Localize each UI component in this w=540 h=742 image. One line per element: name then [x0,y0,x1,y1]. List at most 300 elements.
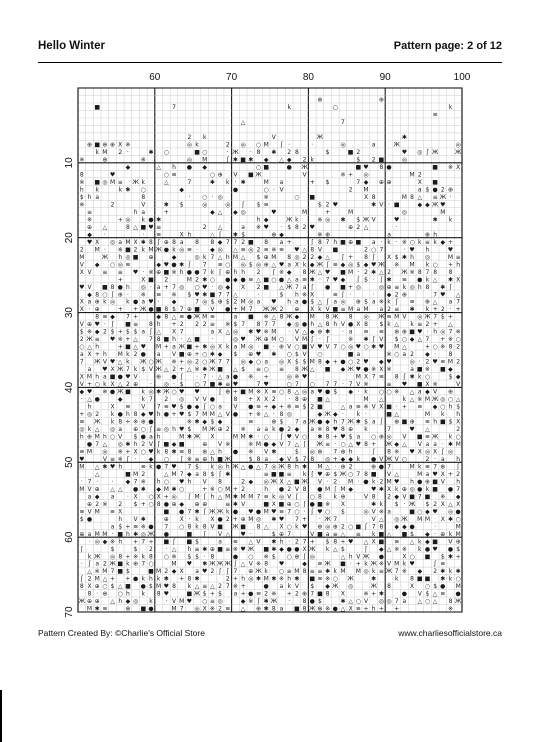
stitch-symbol: M [209,411,215,419]
stitch-symbol: + [424,343,430,351]
stitch-symbol: ✱ [271,448,277,456]
stitch-symbol: Ж [332,313,339,321]
stitch-symbol: ≡ [87,208,93,216]
stitch-symbol: ✱ [309,276,315,284]
stitch-symbol: k [141,590,146,598]
stitch-symbol: ⊕ [317,328,323,336]
stitch-symbol: ◎ [79,425,85,433]
stitch-symbol: ⊕ [263,336,269,344]
stitch-symbol: ○ [202,358,208,366]
stitch-symbol: X [171,328,177,336]
stitch-symbol: h [118,515,123,523]
stitch-symbol: a [417,388,422,396]
stitch-symbol: ■ [240,523,246,531]
stitch-symbol: + [240,583,246,591]
stitch-symbol: ※ [417,396,423,404]
stitch-symbol: ◎ [363,568,369,576]
stitch-symbol: M [386,478,392,486]
stitch-symbol: a [172,343,176,351]
stitch-symbol: V [102,455,107,463]
stitch-symbol: M [348,268,354,276]
stitch-symbol: · [126,149,129,157]
stitch-symbol: △ [117,358,123,366]
stitch-symbol: a [118,238,123,246]
stitch-symbol: 2 [225,425,230,433]
stitch-symbol: a [218,403,222,411]
stitch-symbol: M [202,156,208,164]
stitch-symbol: 7 [149,336,153,344]
stitch-symbol: ○ [179,523,185,531]
stitch-symbol: X [79,298,84,306]
stitch-symbol: ※ [447,163,453,171]
stitch-symbol: ♥ [232,381,239,389]
stitch-symbol: 7 [256,493,261,501]
stitch-symbol: ✱ [378,590,384,598]
website-link[interactable]: www.charliesofficialstore.ca [398,628,502,638]
stitch-symbol: X [310,306,315,314]
stitch-symbol: h [294,291,299,299]
stitch-symbol: 8 [126,223,130,231]
stitch-symbol: + [125,336,131,344]
stitch-symbol: V [294,583,299,591]
stitch-symbol: Ж [285,216,293,224]
stitch-symbol: · [341,411,344,419]
stitch-symbol: ■ [378,530,385,538]
stitch-symbol: ⊕ [317,448,323,456]
stitch-symbol: · [272,411,275,419]
stitch-symbol: h [118,463,123,471]
stitch-symbol: ◎ [348,261,354,269]
stitch-symbol: h [333,238,338,246]
stitch-symbol: V [379,336,384,344]
stitch-symbol: Ж [401,515,408,523]
stitch-symbol: ● [348,321,354,329]
stitch-symbol: M [94,508,100,516]
stitch-symbol: 2 [425,455,430,463]
stitch-symbol: · [257,291,260,299]
stitch-symbol: Ж [93,358,101,366]
stitch-symbol: k [418,545,422,553]
stitch-symbol: M [447,358,454,366]
scan-edge-mark [0,690,2,742]
stitch-symbol: 7 [302,455,307,463]
stitch-symbol: M [348,208,354,216]
stitch-symbol: ʃ [111,321,114,329]
stitch-symbol: △ [263,523,269,531]
stitch-symbol: ○ [294,343,300,351]
stitch-symbol: + [125,448,131,456]
stitch-symbol: ≡ [194,545,200,553]
stitch-symbol: ○ [202,598,208,606]
stitch-symbol: ○ [440,403,446,411]
stitch-symbol: $ [233,351,238,359]
stitch-symbol: ○ [371,246,377,254]
stitch-symbol: ■ [401,530,408,538]
stitch-symbol: M [240,343,246,351]
stitch-symbol: ✱ [232,156,238,164]
stitch-symbol: △ [156,163,161,171]
stitch-symbol: + [87,381,93,389]
stitch-symbol: △ [448,500,453,508]
stitch-symbol: k [226,178,230,186]
stitch-symbol: Ж [431,433,439,441]
stitch-symbol: · [418,358,421,366]
stitch-symbol: △ [240,253,246,261]
stitch-symbol: △ [340,403,346,411]
stitch-symbol: ● [179,508,185,516]
stitch-symbol: V [118,433,123,441]
stitch-symbol: ● [294,545,300,553]
stitch-symbol: + [140,500,146,508]
stitch-symbol: ⊕ [355,298,361,306]
stitch-symbol: ⊕ [79,530,85,538]
column-label: 60 [149,72,161,83]
stitch-symbol: a [87,493,92,501]
stitch-symbol: 7 [287,530,292,538]
stitch-symbol: ○ [179,485,185,493]
stitch-symbol: a [218,538,222,546]
stitch-symbol: ● [447,485,454,493]
stitch-symbol: △ [156,328,161,336]
stitch-symbol: 2 [202,223,207,231]
stitch-symbol: V [317,478,322,486]
stitch-symbol: 8 [264,560,269,568]
stitch-symbol: ● [301,321,308,329]
stitch-symbol: 2 [164,568,169,576]
stitch-symbol: ≡ [125,403,131,411]
stitch-symbol: △ [187,336,192,344]
stitch-symbol: 8 [294,396,299,404]
stitch-symbol: · [311,141,314,149]
stitch-symbol: ♥ [79,283,85,291]
stitch-symbol: △ [117,381,123,389]
stitch-symbol: ○ [140,448,146,456]
stitch-symbol: a [356,351,361,359]
stitch-symbol: ⊕ [348,425,354,433]
stitch-symbol: ✱ [447,553,453,561]
stitch-symbol: ◆ [156,261,161,269]
stitch-symbol: V [379,201,384,209]
stitch-symbol: ● [148,216,154,224]
stitch-symbol: ● [186,268,192,276]
stitch-symbol: k [141,246,146,254]
stitch-symbol: 2 [287,425,292,433]
stitch-symbol: ʃ [357,276,360,284]
stitch-symbol: 7 [149,396,153,404]
stitch-symbol: ʃ [88,560,91,568]
stitch-symbol: ■ [194,336,200,344]
stitch-symbol: 7 [241,321,246,329]
stitch-symbol: ● [140,583,146,591]
stitch-symbol: 7 [294,418,299,426]
stitch-symbol: ● [455,590,461,598]
stitch-symbol: △ [325,396,330,404]
stitch-symbol: ≡ [102,605,108,613]
stitch-symbol: h [126,590,130,598]
stitch-symbol: a [310,425,315,433]
stitch-symbol: ■ [294,478,300,486]
stitch-symbol: 8 [202,523,207,531]
stitch-symbol: ʃ [180,373,183,381]
stitch-symbol: 7 [425,268,430,276]
stitch-symbol: △ [348,598,353,606]
stitch-symbol: + [340,538,346,546]
stitch-symbol: 7 [341,119,345,127]
stitch-symbol: ■ [163,538,170,546]
stitch-symbol: · [341,328,344,336]
stitch-symbol: h [218,448,222,456]
stitch-symbol: ◎ [209,343,216,351]
stitch-symbol: ○ [263,186,269,194]
stitch-symbol: 2 [210,568,215,576]
stitch-symbol: ◆ [417,568,423,576]
stitch-symbol: △ [256,276,261,284]
stitch-symbol: ≡ [179,313,185,321]
stitch-symbol: ʃ [403,373,406,381]
stitch-symbol: V [363,598,369,606]
stitch-symbol: ※ [140,478,146,486]
stitch-symbol: ʃ [326,261,329,269]
stitch-symbol: + [179,366,185,374]
stitch-symbol: ◎ [109,238,116,246]
stitch-symbol: k [287,104,291,112]
stitch-symbol: · [188,515,191,523]
stitch-symbol: Ж [316,440,324,448]
stitch-symbol: $ [294,351,299,359]
stitch-symbol: $ [202,590,207,598]
stitch-symbol: ○ [278,568,285,576]
stitch-symbol: △ [302,328,307,336]
stitch-symbol: ♥ [186,598,193,606]
stitch-symbol: ≡ [432,193,438,201]
stitch-symbol: △ [402,440,407,448]
stitch-symbol: ♥ [278,261,285,269]
stitch-symbol: $ [118,523,123,531]
stitch-symbol: · [403,216,406,224]
stitch-symbol: ◆ [87,291,92,299]
stitch-symbol: ■ [163,440,170,448]
stitch-symbol: a [402,598,407,606]
stitch-symbol: ◎ [248,343,254,351]
stitch-symbol: ● [194,268,200,276]
stitch-symbol: ※ [87,216,93,224]
stitch-symbol: △ [164,366,169,374]
stitch-symbol: ◎ [363,508,369,516]
stitch-symbol: ♥ [178,388,185,396]
stitch-symbol: + [371,440,377,448]
stitch-symbol: M [340,485,346,493]
stitch-symbol: ○ [394,351,400,359]
stitch-symbol: ■ [163,268,170,276]
stitch-symbol: M [133,470,139,478]
stitch-symbol: ○ [163,455,169,463]
stitch-symbol: ✱ [194,508,200,516]
stitch-symbol: △ [279,156,284,164]
stitch-symbol: ◎ [440,328,446,336]
stitch-symbol: ■ [340,283,346,291]
stitch-symbol: + [455,553,461,561]
stitch-symbol: 7 [417,493,422,501]
stitch-symbol: 7 [187,178,192,186]
stitch-symbol: 7 [287,440,292,448]
stitch-symbol: · [142,231,145,239]
stitch-symbol: 7 [433,463,438,471]
stitch-symbol: ○ [102,291,108,299]
stitch-symbol: ✱ [325,328,331,336]
stitch-symbol: ◆ [325,583,330,591]
stitch-symbol: a [302,418,307,426]
stitch-symbol: ■ [109,373,116,381]
stitch-symbol: V [79,261,84,269]
stitch-symbol: · [449,306,452,314]
stitch-symbol: 2 [172,366,176,374]
stitch-symbol: 8 [302,605,307,613]
stitch-symbol: ♥ [409,246,415,254]
stitch-symbol: ✱ [140,238,146,246]
stitch-symbol: ※ [286,403,292,411]
stitch-symbol: ✱ [409,373,415,381]
stitch-symbol: △ [87,568,92,576]
stitch-symbol: ♥ [440,291,446,299]
stitch-symbol: ◆ [117,396,123,404]
stitch-symbol: + [309,538,315,546]
stitch-symbol: ◆ [386,291,392,299]
stitch-symbol: △ [394,411,400,419]
stitch-symbol: X [440,500,445,508]
stitch-symbol: 2 [225,141,230,149]
stitch-symbol: Ж [431,396,439,404]
stitch-symbol: ≡ [263,246,269,254]
stitch-symbol: M [86,373,93,381]
stitch-symbol: M [248,493,254,501]
stitch-symbol: · [372,291,375,299]
stitch-symbol: k [95,186,99,194]
stitch-symbol: 8 [371,193,376,201]
stitch-symbol: ≡ [110,455,116,463]
stitch-symbol: M [409,463,415,471]
stitch-symbol: $ [425,590,430,598]
stitch-symbol: ◎ [232,328,239,336]
stitch-symbol: ● [163,500,169,508]
stitch-symbol: Ж [270,306,278,314]
stitch-symbol: V [356,553,361,561]
stitch-symbol: ○ [163,478,169,486]
stitch-symbol: k [402,396,407,404]
stitch-symbol: $ [179,381,184,389]
stitch-symbol: ✱ [455,568,461,576]
stitch-symbol: a [195,568,199,576]
stitch-symbol: 2 [195,276,199,284]
stitch-symbol: ○ [217,485,223,493]
stitch-symbol: ■ [263,343,269,351]
stitch-symbol: 8 [256,455,261,463]
stitch-symbol: Ж [232,149,239,157]
stitch-symbol: ◎ [109,553,116,561]
stitch-symbol: ʃ [149,425,152,433]
stitch-symbol: ʃ [311,508,314,516]
stitch-symbol: ≡ [125,261,131,269]
stitch-symbol: ◆ [348,485,353,493]
stitch-symbol: M [271,253,277,261]
stitch-symbol: ◎ [163,381,169,389]
stitch-symbol: ● [340,358,346,366]
stitch-symbol: 7 [187,508,192,516]
stitch-symbol: △ [432,276,438,284]
stitch-symbol: X [264,396,269,404]
stitch-symbol: M [102,530,108,538]
stitch-symbol: a [141,298,146,306]
stitch-symbol: ※ [79,178,85,186]
stitch-symbol: k [149,598,153,606]
stitch-symbol: △ [309,366,315,374]
stitch-symbol: 8 [364,470,368,478]
stitch-symbol: · [234,178,237,186]
stitch-symbol: a [402,351,407,359]
stitch-symbol: ♥ [271,298,277,306]
stitch-symbol: 2 [79,336,84,344]
stitch-symbol: X [95,238,100,246]
stitch-symbol: ♥ [255,351,262,359]
stitch-symbol: · [88,538,91,546]
stitch-symbol: △ [225,328,231,336]
stitch-symbol: M [424,411,431,419]
stitch-symbol: ◎ [202,298,208,306]
stitch-symbol: 2 [87,575,92,583]
stitch-symbol: ⊕ [294,553,300,561]
stitch-symbol: ⊕ [209,545,215,553]
stitch-symbol: △ [294,388,300,396]
stitch-symbol: 8 [302,598,307,606]
stitch-symbol: k [126,358,130,366]
stitch-symbol: 7 [394,568,399,576]
stitch-symbol: X [156,493,161,501]
stitch-symbol: ※ [348,336,354,344]
stitch-symbol: 8 [448,598,453,606]
stitch-symbol: 7 [387,425,391,433]
stitch-symbol: ○ [202,149,208,157]
stitch-symbol: 2 [95,411,100,419]
stitch-symbol: a [225,373,230,381]
stitch-symbol: M [363,186,369,194]
stitch-symbol: 7 [95,440,100,448]
stitch-symbol: ■ [117,530,124,538]
stitch-symbol: · [226,149,229,157]
stitch-symbol: ✱ [94,605,100,613]
stitch-symbol: ◆ [217,351,223,359]
stitch-symbol: ≡ [248,418,254,426]
stitch-symbol: Ж [209,508,216,516]
stitch-symbol: ※ [371,366,377,374]
stitch-symbol: ⊕ [340,463,346,471]
stitch-symbol: ⊕ [148,253,154,261]
stitch-symbol: $ [187,553,192,561]
stitch-symbol: M [202,425,208,433]
stitch-symbol: ♥ [340,433,346,441]
stitch-symbol: ✱ [294,575,300,583]
stitch-symbol: 2 [195,358,199,366]
stitch-symbol: 2 [302,156,307,164]
stitch-symbol: Ж [117,366,124,374]
stitch-symbol: + [194,343,200,351]
column-label: 70 [226,72,238,83]
stitch-symbol: ʃ [180,455,183,463]
stitch-symbol: ⊕ [394,328,400,336]
stitch-symbol: M [263,508,269,516]
stitch-symbol: M [225,493,231,501]
stitch-symbol: 2 [287,485,292,493]
stitch-symbol: X [179,515,184,523]
stitch-symbol: ʃ [226,568,229,576]
